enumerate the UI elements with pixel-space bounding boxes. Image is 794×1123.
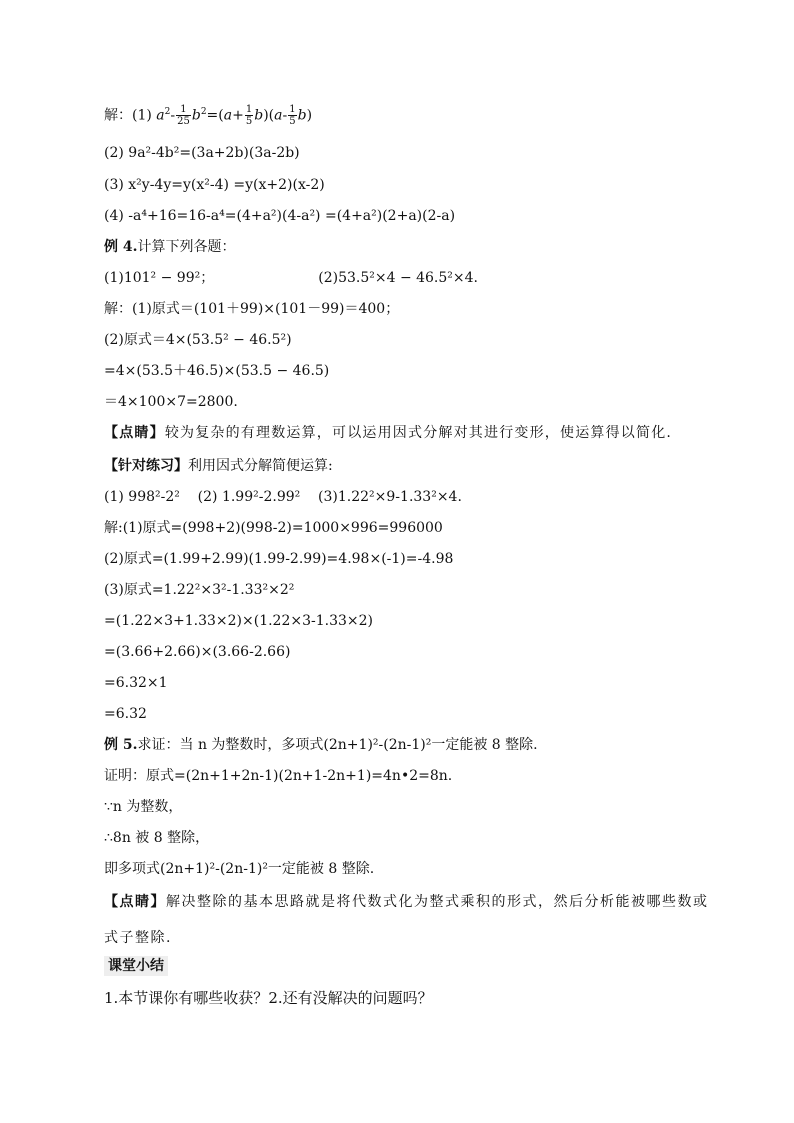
practice-title: 【针对练习】利用因式分解简便运算: bbox=[104, 458, 333, 474]
practice-solution-2: (2)原式=(1.99+2.99)(1.99-2.99)=4.98×(-1)=-4.98 bbox=[104, 551, 454, 567]
example-4-solution-4: ＝4×100×7=2800. bbox=[104, 394, 238, 410]
example-5-proof-3: ∴8n 被 8 整除， bbox=[104, 830, 210, 846]
summary-questions: 1.本节课你有哪些收获？2.还有没解决的问题吗？ bbox=[104, 989, 433, 1007]
practice-label: 【针对练习】 bbox=[104, 458, 188, 474]
example-5-proof-1: 证明：原式=(2n+1+2n-1)(2n+1-2n+1)=4n•2=8n. bbox=[104, 768, 453, 784]
example-5-title: 例 5.求证：当 n 为整数时，多项式(2n+1)²-(2n-1)²一定能被 8 整除. bbox=[104, 737, 538, 753]
summary-heading-row bbox=[104, 956, 168, 976]
solution-line-2: (2) 9a²-4b²=(3a+2b)(3a-2b) bbox=[104, 145, 300, 161]
tip-2: 【点睛】解决整除的基本思路就是将代数式化为整式乘积的形式，然后分析能被哪些数或式子整除. bbox=[104, 894, 709, 946]
practice-solution-3: (3)原式=1.22²×3²-1.33²×2² bbox=[104, 582, 295, 598]
practice-solution-7: =6.32 bbox=[104, 706, 147, 722]
example-4-questions: (1)101² − 99²； (2)53.5²×4 − 46.5²×4. bbox=[104, 270, 478, 286]
example-label: 例 4. bbox=[104, 239, 138, 255]
fraction: $\frac{1}{5}$ bbox=[245, 104, 253, 127]
example-label: 例 5. bbox=[104, 737, 138, 753]
solution-line-3: (3) x²y-4y=y(x²-4) =y(x+2)(x-2) bbox=[104, 177, 325, 193]
example-4-solution-3: =4×(53.5＋46.5)×(53.5 − 46.5) bbox=[104, 363, 330, 379]
example-4-solution-2: (2)原式＝4×(53.5² − 46.5²) bbox=[104, 332, 292, 348]
practice-solution-4: =(1.22×3+1.33×2)×(1.22×3-1.33×2) bbox=[104, 613, 374, 629]
solution-line-1: 解：(1) $a^2-$ $\frac{1}{25}$ $b^2=(a+$ $\frac{1}{5}$ b)(a- $\frac{1}{5}$ b) bbox=[104, 104, 313, 127]
solution-lead: 解：(1) bbox=[104, 107, 157, 124]
example-5-proof-4: 即多项式(2n+1)²-(2n-1)²一定能被 8 整除. bbox=[104, 861, 375, 877]
example-4-solution-1: 解：(1)原式＝(101＋99)×(101－99)＝400； bbox=[104, 301, 400, 317]
solution-line-4: (4) -a⁴+16=16-a⁴=(4+a²)(4-a²) =(4+a²)(2+a)(2-a) bbox=[104, 208, 456, 224]
example-5-proof-2: ∵n 为整数， bbox=[104, 799, 183, 815]
tip-label: 【点睛】 bbox=[104, 894, 166, 910]
practice-questions: (1) 998²-2² (2) 1.99²-2.99² (3)1.22²×9-1.33²×4. bbox=[104, 489, 462, 505]
practice-solution-6: =6.32×1 bbox=[104, 675, 168, 691]
practice-solution-1: 解:(1)原式=(998+2)(998-2)=1000×996=996000 bbox=[104, 520, 443, 536]
practice-solution-5: =(3.66+2.66)×(3.66-2.66) bbox=[104, 644, 291, 660]
summary-heading: 课堂小结 bbox=[104, 956, 168, 976]
example-4-title: 例 4.计算下列各题： bbox=[104, 239, 236, 255]
fraction: $\frac{1}{5}$ bbox=[289, 104, 296, 127]
tip-1: 【点睛】较为复杂的有理数运算，可以运用因式分解对其进行变形，使运算得以简化. bbox=[104, 425, 673, 441]
fraction: $\frac{1}{25}$ bbox=[177, 104, 190, 127]
tip-label: 【点睛】 bbox=[104, 425, 165, 441]
